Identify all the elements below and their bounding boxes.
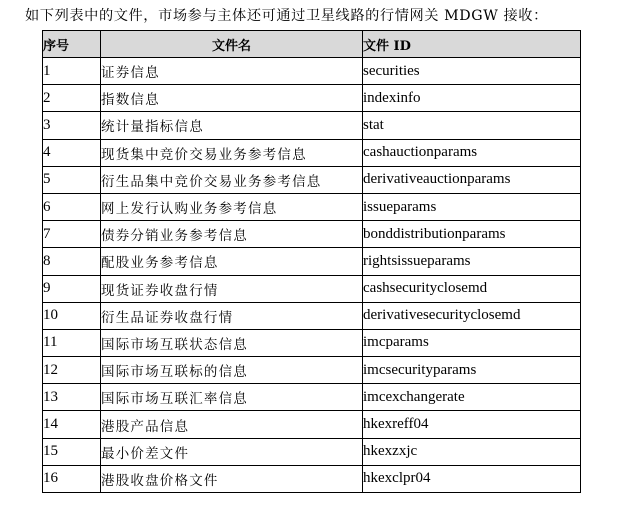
serial-number-cell: 15	[43, 438, 101, 465]
serial-number-cell: 14	[43, 411, 101, 438]
serial-number-cell: 3	[43, 112, 101, 139]
table-row	[43, 248, 581, 275]
serial-number-cell: 1	[43, 58, 101, 85]
serial-number-cell: 13	[43, 384, 101, 411]
table-header-row	[43, 31, 581, 58]
table-row	[43, 221, 581, 248]
file-table	[42, 30, 581, 493]
serial-number-cell: 12	[43, 357, 101, 384]
serial-number-cell: 16	[43, 465, 101, 492]
serial-number-cell: 11	[43, 329, 101, 356]
table-row	[43, 58, 581, 85]
file-name-cell: 统计量指标信息	[101, 112, 363, 139]
table-row	[43, 166, 581, 193]
serial-number-cell: 2	[43, 85, 101, 112]
file-id-cell: issueparams	[363, 193, 581, 220]
file-name-cell: 国际市场互联汇率信息	[101, 384, 363, 411]
table-row	[43, 85, 581, 112]
table-row	[43, 384, 581, 411]
file-name-cell: 现货集中竞价交易业务参考信息	[101, 139, 363, 166]
file-id-cell: derivativesecurityclosemd	[363, 302, 581, 329]
file-id-cell: rightsissueparams	[363, 248, 581, 275]
file-id-cell: imcsecurityparams	[363, 357, 581, 384]
file-name-cell: 网上发行认购业务参考信息	[101, 193, 363, 220]
file-id-cell: hkexclpr04	[363, 465, 581, 492]
serial-number-cell: 6	[43, 193, 101, 220]
table-row	[43, 139, 581, 166]
file-id-cell: hkexreff04	[363, 411, 581, 438]
table-row	[43, 465, 581, 492]
serial-number-cell: 5	[43, 166, 101, 193]
serial-number-cell: 8	[43, 248, 101, 275]
table-row	[43, 302, 581, 329]
file-name-cell: 指数信息	[101, 85, 363, 112]
table-row	[43, 411, 581, 438]
file-id-cell: imcparams	[363, 329, 581, 356]
file-id-cell: derivativeauctionparams	[363, 166, 581, 193]
file-id-cell: imcexchangerate	[363, 384, 581, 411]
header-serial-number: 序号	[43, 31, 101, 58]
serial-number-cell: 7	[43, 221, 101, 248]
file-name-cell: 港股收盘价格文件	[101, 465, 363, 492]
table-row	[43, 275, 581, 302]
file-id-cell: bonddistributionparams	[363, 221, 581, 248]
file-id-cell: securities	[363, 58, 581, 85]
file-id-cell: indexinfo	[363, 85, 581, 112]
serial-number-cell: 10	[43, 302, 101, 329]
file-id-cell: hkexzxjc	[363, 438, 581, 465]
serial-number-cell: 9	[43, 275, 101, 302]
file-name-cell: 衍生品证券收盘行情	[101, 302, 363, 329]
table-row	[43, 112, 581, 139]
file-id-cell: cashauctionparams	[363, 139, 581, 166]
table-row	[43, 329, 581, 356]
file-name-cell: 配股业务参考信息	[101, 248, 363, 275]
table-row	[43, 193, 581, 220]
table-row	[43, 357, 581, 384]
file-id-cell: cashsecurityclosemd	[363, 275, 581, 302]
file-name-cell: 现货证券收盘行情	[101, 275, 363, 302]
file-name-cell: 衍生品集中竞价交易业务参考信息	[101, 166, 363, 193]
intro-paragraph: 如下列表中的文件，市场参与主体还可通过卫星线路的行情网关 MDGW 接收：	[25, 8, 548, 24]
file-name-cell: 港股产品信息	[101, 411, 363, 438]
header-file-name: 文件名	[101, 31, 363, 58]
file-name-cell: 国际市场互联标的信息	[101, 357, 363, 384]
table-row	[43, 438, 581, 465]
file-name-cell: 最小价差文件	[101, 438, 363, 465]
file-id-cell: stat	[363, 112, 581, 139]
file-name-cell: 证券信息	[101, 58, 363, 85]
file-name-cell: 国际市场互联状态信息	[101, 329, 363, 356]
header-file-id: 文件 ID	[363, 31, 581, 58]
file-name-cell: 债券分销业务参考信息	[101, 221, 363, 248]
serial-number-cell: 4	[43, 139, 101, 166]
